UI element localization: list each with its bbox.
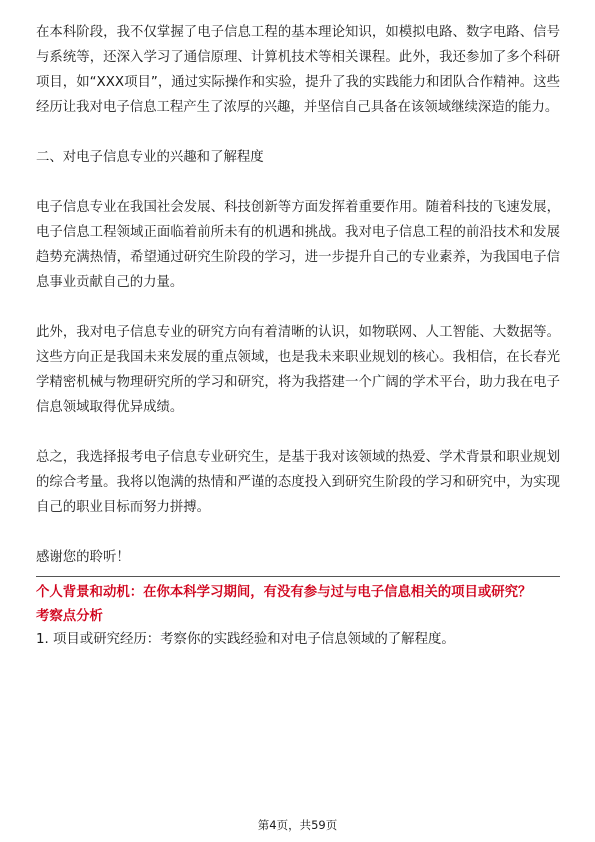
paragraph-field-importance: 电子信息专业在我国社会发展、科技创新等方面发挥着重要作用。随着科技的飞速发展，电子信息工程领域正面临着前所未有的机遇和挑战。我对电子信息工程的前沿技术和发展趋势充满热情，希望通过研究生阶段的学习，进一步提升自己的专业素养，为我国电子信息事业贡献自己的力量。 — [36, 200, 560, 290]
page-number-footer: 第4页，共59页 — [257, 818, 338, 832]
document-page — [36, 20, 560, 651]
paragraph-research-directions: 此外，我对电子信息专业的研究方向有着清晰的认识，如物联网、人工智能、大数据等。这些方向正是我国未来发展的重点领域，也是我未来职业规划的核心。我相信，在长春光学精密机械与物理研究所的学习和研究，将为我搭建一个广阔的学术平台，助力我在电子信息领域取得优异成绩。 — [36, 325, 560, 415]
analysis-point: 1. 项目或研究经历：考察你的实践经验和对电子信息领域的了解程度。 — [36, 632, 455, 647]
paragraph-thanks: 感谢您的聆听！ — [36, 550, 130, 565]
paragraph-conclusion: 总之，我选择报考电子信息专业研究生，是基于我对该领域的热爱、学术背景和职业规划的综合考量。我将以饱满的热情和严谨的态度投入到研究生阶段的学习和研究中，为实现自己的职业目标而努力拼搏。 — [36, 450, 560, 515]
analysis-title: 考察点分析 — [36, 609, 103, 624]
paragraph-undergrad: 在本科阶段，我不仅掌握了电子信息工程的基本理论知识，如模拟电路、数字电路、信号与系统等，还深入学习了通信原理、计算机技术等相关课程。此外，我还参加了多个科研项目，如“XXX项目”，通过实际操作和实验，提升了我的实践能力和团队合作精神。这些经历让我对电子信息工程产生了浓厚的兴趣，并坚信自己具备在该领域继续深造的能力。 — [36, 25, 560, 115]
interview-question: 个人背景和动机：在你本科学习期间，有没有参与过与电子信息相关的项目或研究？ — [36, 585, 532, 600]
section-heading-interest: 二、对电子信息专业的兴趣和了解程度 — [36, 150, 264, 165]
divider — [36, 576, 560, 577]
